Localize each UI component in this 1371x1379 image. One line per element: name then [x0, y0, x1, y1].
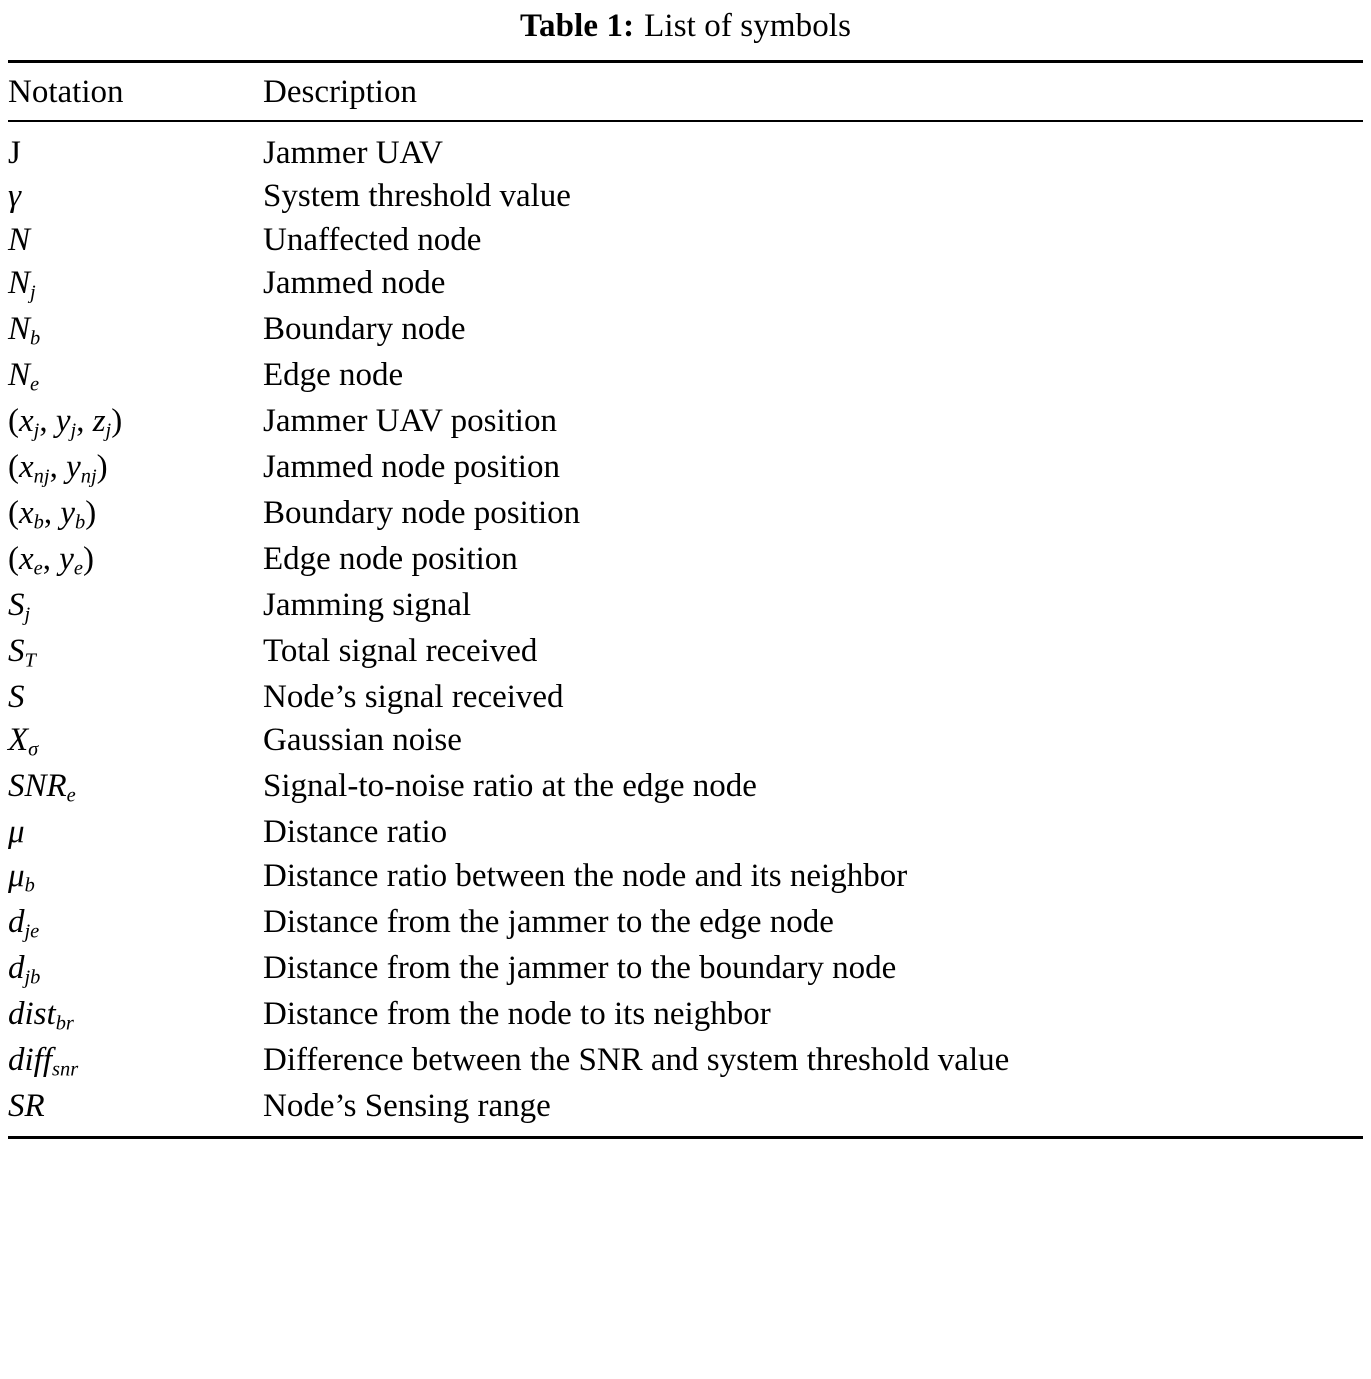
cell-notation — [8, 218, 263, 261]
description-text: Jammed node — [263, 264, 446, 301]
description-text: Unaffected node — [263, 221, 482, 258]
notation-symbol: ($x_b$, $y_b$) — [8, 494, 97, 534]
table-row — [8, 218, 1363, 261]
cell-description — [263, 446, 1363, 492]
table-row — [8, 946, 1363, 992]
description-text: Distance ratio between the node and its neighbor — [263, 857, 908, 894]
table-row — [8, 400, 1363, 446]
table-row — [8, 719, 1363, 765]
cell-description — [263, 308, 1363, 354]
cell-description — [263, 218, 1363, 261]
cell-notation — [8, 854, 263, 900]
table-row — [8, 1084, 1363, 1127]
cell-notation — [8, 1084, 263, 1127]
table-row — [8, 308, 1363, 354]
table-row — [8, 122, 1363, 175]
cell-description — [263, 354, 1363, 400]
table-body — [8, 122, 1363, 1128]
description-text: Jammer UAV position — [263, 402, 557, 439]
cell-notation — [8, 630, 263, 676]
cell-description — [263, 854, 1363, 900]
notation-symbol: γ — [8, 178, 22, 215]
cell-description — [263, 1038, 1363, 1084]
table-row — [8, 765, 1363, 811]
cell-description — [263, 492, 1363, 538]
description-text: Distance from the jammer to the edge node — [263, 903, 834, 940]
notation-symbol: $X_\sigma$ — [8, 722, 39, 761]
cell-notation — [8, 900, 263, 946]
cell-description — [263, 175, 1363, 218]
table-row — [8, 992, 1363, 1038]
table-row — [8, 354, 1363, 400]
cell-description — [263, 1084, 1363, 1127]
cell-notation — [8, 400, 263, 446]
description-text: Difference between the SNR and system threshold value — [263, 1041, 1010, 1078]
table-row — [8, 676, 1363, 719]
description-text: Boundary node position — [263, 494, 581, 531]
notation-symbol: N — [8, 221, 31, 258]
caption-label: Table 1: — [519, 8, 635, 44]
description-text: Jammer UAV — [263, 134, 443, 171]
table-header-row — [8, 63, 1363, 120]
table-row — [8, 854, 1363, 900]
cell-description — [263, 900, 1363, 946]
notation-symbol: dist$_{br}$ — [8, 995, 74, 1035]
symbols-table — [8, 63, 1363, 120]
table-row — [8, 584, 1363, 630]
cell-description — [263, 765, 1363, 811]
notation-symbol: diff$_{snr}$ — [8, 1041, 79, 1081]
table-row — [8, 900, 1363, 946]
description-text: Node’s Sensing range — [263, 1087, 551, 1124]
caption-text: List of symbols — [644, 8, 852, 44]
description-text: Distance from the node to its neighbor — [263, 995, 771, 1032]
notation-symbol: SR — [8, 1087, 45, 1124]
description-text: Edge node — [263, 356, 404, 393]
notation-symbol: $\mu_b$ — [8, 857, 35, 897]
notation-symbol: ($x_j$, $y_j$, $z_j$) — [8, 402, 123, 442]
cell-notation — [8, 765, 263, 811]
table-row — [8, 538, 1363, 584]
description-text: Gaussian noise — [263, 722, 462, 759]
cell-notation — [8, 584, 263, 630]
cell-notation — [8, 946, 263, 992]
cell-description — [263, 262, 1363, 308]
cell-notation — [8, 262, 263, 308]
cell-description — [263, 676, 1363, 719]
cell-description — [263, 946, 1363, 992]
cell-description — [263, 992, 1363, 1038]
notation-symbol: $N_e$ — [8, 356, 40, 396]
cell-description — [263, 719, 1363, 765]
cell-description — [263, 584, 1363, 630]
column-header-notation: Notation — [8, 73, 124, 110]
table-caption — [8, 0, 1363, 60]
symbols-table-body — [8, 122, 1363, 1128]
description-text: Signal-to-noise ratio at the edge node — [263, 768, 757, 805]
description-text: Boundary node — [263, 310, 466, 347]
cell-notation — [8, 354, 263, 400]
cell-description — [263, 122, 1363, 175]
cell-notation — [8, 1038, 263, 1084]
cell-description — [263, 811, 1363, 854]
notation-symbol: ($x_e$, $y_e$) — [8, 540, 94, 580]
notation-symbol: S — [8, 678, 25, 715]
notation-symbol: $d_{je}$ — [8, 903, 40, 943]
notation-symbol: $S_j$ — [8, 586, 31, 626]
cell-notation — [8, 492, 263, 538]
cell-description — [263, 538, 1363, 584]
notation-symbol: ($x_{nj}$, $y_{nj}$) — [8, 448, 108, 488]
table-row — [8, 262, 1363, 308]
table-row — [8, 446, 1363, 492]
cell-notation — [8, 538, 263, 584]
cell-description — [263, 630, 1363, 676]
table-row — [8, 630, 1363, 676]
notation-symbol: $N_b$ — [8, 310, 41, 350]
notation-symbol: J — [8, 134, 21, 171]
notation-symbol: $SNR_e$ — [8, 768, 76, 807]
column-header-description: Description — [263, 73, 417, 110]
notation-symbol: μ — [8, 814, 25, 851]
cell-description — [263, 400, 1363, 446]
cell-notation — [8, 719, 263, 765]
table-row — [8, 1038, 1363, 1084]
cell-notation — [8, 676, 263, 719]
notation-symbol: $S_T$ — [8, 632, 36, 672]
cell-notation — [8, 308, 263, 354]
description-text: Edge node position — [263, 540, 518, 577]
cell-notation — [8, 446, 263, 492]
table-row — [8, 492, 1363, 538]
description-text: System threshold value — [263, 178, 571, 215]
cell-notation — [8, 122, 263, 175]
description-text: Distance from the jammer to the boundary node — [263, 949, 897, 986]
description-text: Jamming signal — [263, 586, 472, 623]
table-bottom-rule — [8, 1136, 1363, 1139]
description-text: Node’s signal received — [263, 678, 564, 715]
description-text: Distance ratio — [263, 814, 448, 851]
cell-notation — [8, 175, 263, 218]
notation-symbol: $d_{jb}$ — [8, 949, 41, 989]
description-text: Total signal received — [263, 632, 538, 669]
description-text: Jammed node position — [263, 448, 560, 485]
notation-symbol: $N_j$ — [8, 264, 36, 304]
cell-notation — [8, 811, 263, 854]
table-row — [8, 811, 1363, 854]
cell-notation — [8, 992, 263, 1038]
table-row — [8, 175, 1363, 218]
